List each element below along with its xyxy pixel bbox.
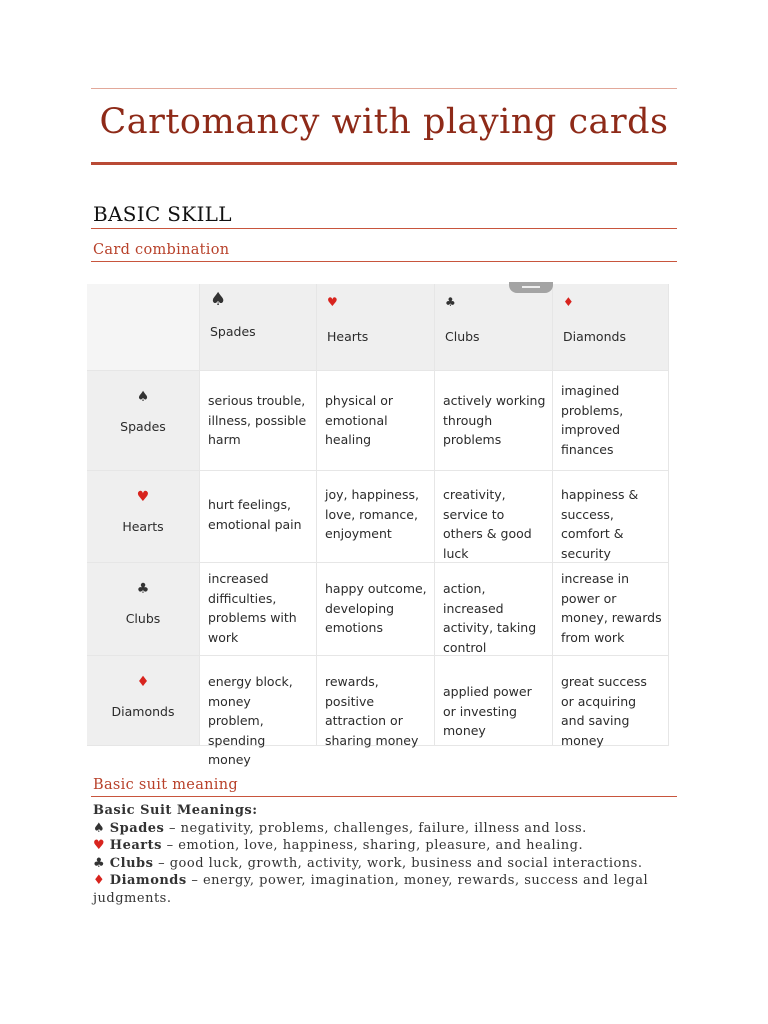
club-icon: ♣	[93, 855, 106, 871]
table-corner	[87, 284, 200, 371]
table-cell	[200, 563, 317, 656]
section-heading: BASIC SKILL	[93, 202, 232, 226]
meaning-suit: Hearts	[109, 838, 162, 853]
heart-icon: ♥	[93, 838, 106, 853]
table-cell	[200, 471, 317, 563]
row-header-hearts	[87, 471, 200, 563]
cell-text: increased difficulties, problems with work	[208, 571, 297, 645]
table-cell	[317, 471, 435, 563]
column-label: Hearts	[327, 329, 369, 344]
meaning-text: – good luck, growth, activity, work, business and social interactions.	[153, 855, 643, 871]
spade-icon: ♠	[136, 389, 150, 405]
meanings-heading: Basic Suit Meanings:	[93, 803, 258, 818]
cell-text: happy outcome, developing emotions	[325, 581, 427, 635]
meaning-spades	[93, 820, 693, 838]
suit-meanings	[93, 802, 693, 907]
cell-text: imagined problems, improved finances	[561, 383, 624, 457]
table-cell	[553, 371, 669, 471]
row-label: Diamonds	[111, 704, 175, 719]
scroll-handle[interactable]	[509, 282, 553, 293]
meaning-hearts	[93, 837, 693, 855]
meaning-suit: Spades	[109, 820, 165, 836]
row-label: Hearts	[122, 519, 164, 534]
section-heading-rule	[91, 228, 677, 229]
meaning-text: – emotion, love, happiness, sharing, pleasure, and healing.	[161, 838, 584, 853]
cell-text: hurt feelings, emotional pain	[208, 497, 302, 532]
table-cell	[435, 371, 553, 471]
cell-text: actively working through problems	[443, 393, 546, 447]
cell-text: increase in power or money, rewards from work	[561, 571, 662, 645]
cell-text: great success or acquiring and saving money	[561, 674, 647, 748]
column-header-hearts	[317, 284, 435, 371]
column-header-diamonds	[553, 284, 669, 371]
cell-text: serious trouble, illness, possible harm	[208, 393, 307, 447]
meaning-clubs	[93, 855, 693, 873]
cell-text: applied power or investing money	[443, 684, 532, 738]
cell-text: rewards, positive attraction or sharing money	[325, 674, 419, 748]
club-icon: ♣	[136, 581, 150, 597]
meaning-text: – energy, power, imagination, money, rewards, success and legal judgments.	[93, 873, 649, 906]
card-combination-heading: Card combination	[93, 242, 230, 258]
suit-meaning-heading: Basic suit meaning	[93, 777, 238, 793]
table-cell	[553, 656, 669, 746]
diamond-icon: ♦	[136, 674, 150, 690]
spade-icon: ♠	[93, 820, 106, 836]
column-label: Clubs	[445, 329, 480, 344]
row-header-spades	[87, 371, 200, 471]
column-header-spades	[200, 284, 317, 371]
row-header-diamonds	[87, 656, 200, 746]
table-cell	[200, 371, 317, 471]
column-label: Diamonds	[563, 329, 626, 344]
cell-text: energy block, money problem, spending money	[208, 674, 293, 767]
cell-text: joy, happiness, love, romance, enjoyment	[325, 487, 420, 541]
table-cell	[435, 563, 553, 656]
meaning-diamonds	[93, 872, 663, 907]
spade-icon: ♠	[210, 289, 227, 310]
card-combination-table	[87, 284, 669, 767]
row-label: Spades	[120, 419, 166, 434]
table-cell	[317, 563, 435, 656]
meaning-suit: Clubs	[109, 855, 154, 871]
title-bottom-rule	[91, 162, 677, 165]
row-header-clubs	[87, 563, 200, 656]
diamond-icon: ♦	[563, 295, 574, 309]
document-title: Cartomancy with playing cards	[99, 102, 669, 142]
cell-text: action, increased activity, taking control	[443, 581, 537, 655]
table-cell	[317, 656, 435, 746]
club-icon: ♣	[445, 295, 456, 309]
suit-meaning-rule	[91, 796, 677, 797]
heart-icon: ♥	[327, 295, 338, 309]
table-cell	[553, 471, 669, 563]
table-cell	[200, 656, 317, 767]
table-cell	[435, 471, 553, 563]
table-cell	[317, 371, 435, 471]
meaning-suit: Diamonds	[109, 873, 187, 888]
table-cell	[553, 563, 669, 656]
cell-text: creativity, service to others & good luck	[443, 487, 532, 561]
cell-text: physical or emotional healing	[325, 393, 394, 447]
title-top-rule	[91, 88, 677, 89]
meaning-text: – negativity, problems, challenges, failure, illness and loss.	[164, 820, 587, 836]
heart-icon: ♥	[136, 489, 150, 505]
cell-text: happiness & success, comfort & security	[561, 487, 639, 561]
row-label: Clubs	[125, 611, 161, 626]
table-cell	[435, 656, 553, 746]
diamond-icon: ♦	[93, 873, 106, 888]
card-combination-rule	[91, 261, 677, 262]
column-header-clubs	[435, 284, 553, 371]
column-label: Spades	[210, 324, 256, 339]
